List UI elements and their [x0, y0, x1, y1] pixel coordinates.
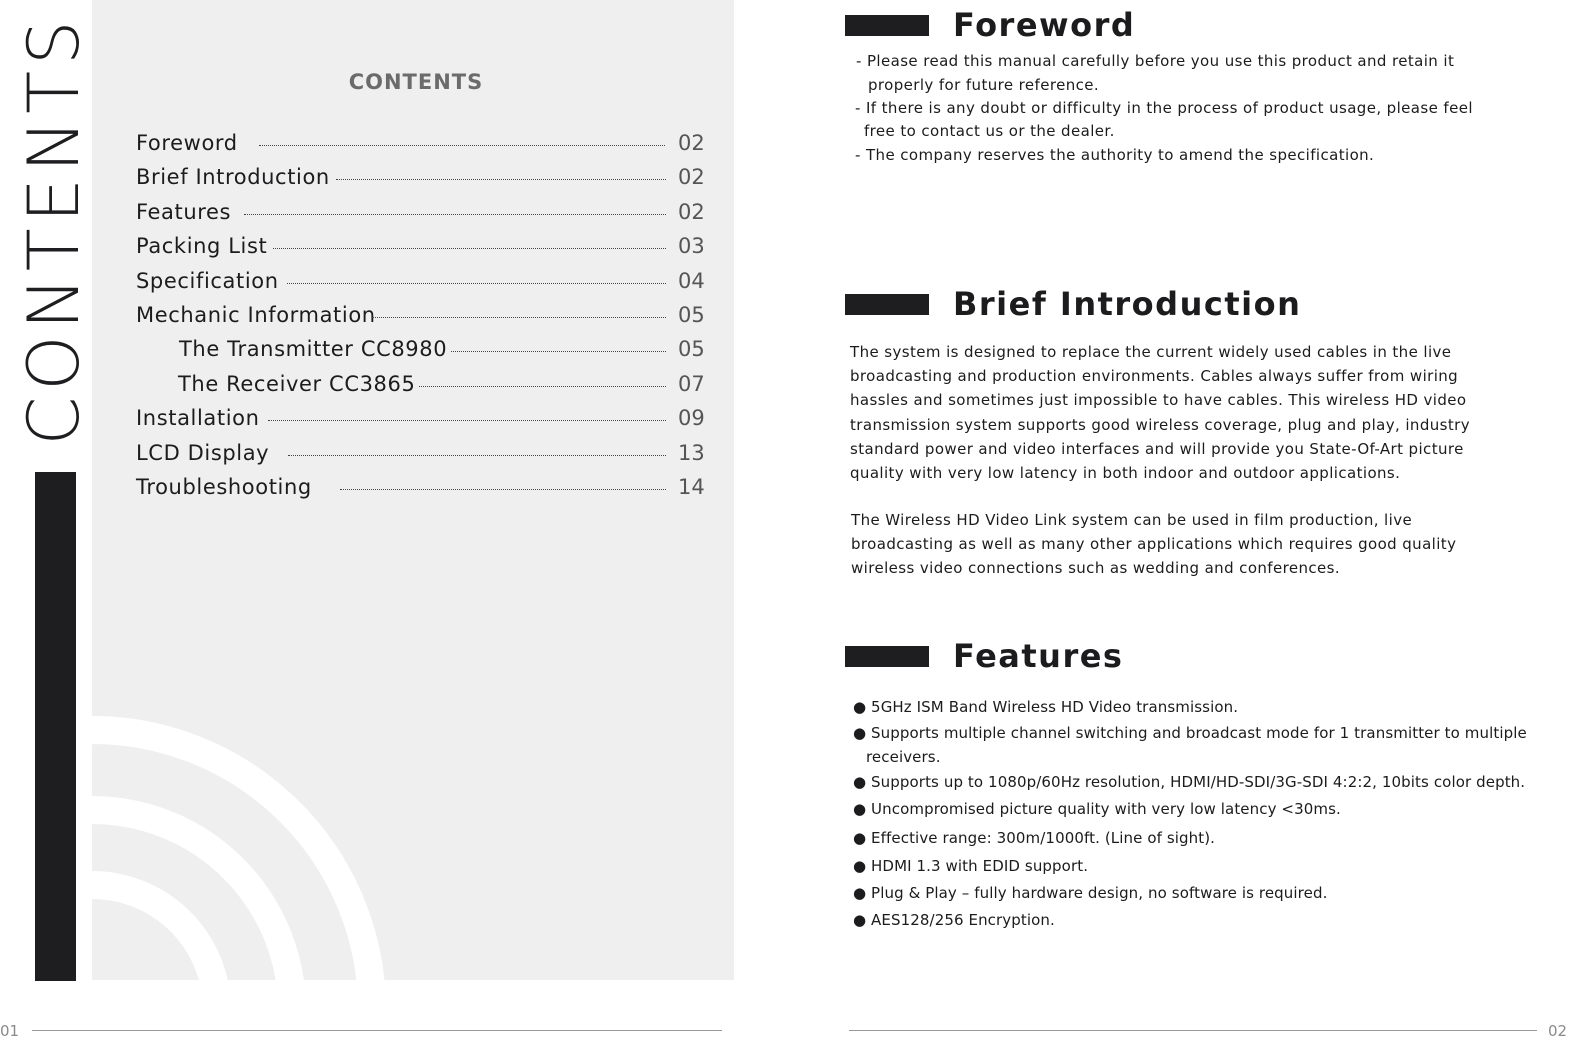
intro-line: transmission system supports good wireless coverage, plug and play, industry [850, 416, 1471, 434]
toc-label: The Receiver CC3865 [178, 372, 416, 396]
section-marker-features [845, 646, 929, 667]
toc-label: Features [136, 200, 232, 224]
toc-leader [372, 317, 666, 318]
page-number-left: 01 [0, 1022, 20, 1040]
section-marker-brief-introduction [845, 294, 929, 315]
foreword-line: free to contact us or the dealer. [864, 122, 1115, 140]
feature-item: ● 5GHz ISM Band Wireless HD Video transmission. [853, 698, 1239, 716]
toc-item-foreword[interactable] [0, 128, 720, 162]
footer-rule-left [32, 1030, 722, 1031]
feature-item: ● AES128/256 Encryption. [853, 911, 1055, 929]
foreword-line: properly for future reference. [868, 76, 1100, 94]
table-of-contents [0, 0, 740, 520]
toc-item-features[interactable] [0, 197, 720, 231]
footer-rule-right [849, 1030, 1537, 1031]
toc-page-number: 03 [678, 234, 705, 258]
feature-item: ● Effective range: 300m/1000ft. (Line of sight). [853, 829, 1216, 847]
intro-line: The system is designed to replace the current widely used cables in the live [850, 343, 1452, 361]
page-number-right: 02 [1548, 1022, 1568, 1040]
toc-label: Mechanic Information [136, 303, 376, 327]
toc-label: Brief Introduction [136, 165, 330, 189]
toc-page-number: 04 [678, 269, 705, 293]
toc-item-installation[interactable] [0, 403, 720, 437]
toc-item-troubleshooting[interactable] [0, 472, 720, 506]
contents-heading: CONTENTS [348, 70, 484, 94]
toc-leader [244, 214, 666, 215]
toc-leader [451, 351, 666, 352]
toc-label: Specification [136, 269, 279, 293]
toc-item-packing-list[interactable] [0, 231, 720, 265]
toc-item-brief-introduction[interactable] [0, 162, 720, 196]
toc-label: Foreword [136, 131, 238, 155]
toc-page-number: 02 [678, 165, 705, 189]
section-title-features: Features [953, 637, 1124, 675]
toc-item-receiver[interactable] [0, 369, 720, 403]
intro-line: standard power and video interfaces and will provide you State-Of-Art picture [850, 440, 1464, 458]
toc-label: The Transmitter CC8980 [179, 337, 448, 361]
arc-inner [92, 885, 217, 980]
intro-line: wireless video connections such as wedding and conferences. [851, 559, 1341, 577]
toc-page-number: 14 [678, 475, 705, 499]
toc-leader [336, 179, 666, 180]
toc-label: Troubleshooting [136, 475, 312, 499]
section-title-brief-introduction: Brief Introduction [953, 285, 1302, 323]
toc-label: LCD Display [136, 441, 270, 465]
foreword-line: - The company reserves the authority to amend the specification. [855, 146, 1375, 164]
toc-leader [268, 420, 666, 421]
feature-item: ● Uncompromised picture quality with very low latency <30ms. [853, 800, 1341, 818]
toc-leader [340, 489, 666, 490]
toc-page-number: 02 [678, 131, 705, 155]
feature-item: ● Plug & Play – fully hardware design, no software is required. [853, 884, 1328, 902]
section-title-foreword: Foreword [953, 6, 1136, 44]
intro-line: broadcasting and production environments. Cables always suffer from wiring [850, 367, 1459, 385]
toc-page-number: 07 [678, 372, 705, 396]
toc-leader [287, 283, 666, 284]
toc-page-number: 02 [678, 200, 705, 224]
toc-item-mechanic-information[interactable] [0, 300, 720, 334]
section-marker-foreword [845, 15, 929, 36]
foreword-line: - Please read this manual carefully before you use this product and retain it [856, 52, 1455, 70]
intro-line: The Wireless HD Video Link system can be used in film production, live [851, 511, 1413, 529]
toc-leader [259, 145, 665, 146]
toc-leader [419, 386, 666, 387]
toc-page-number: 05 [678, 303, 705, 327]
toc-page-number: 13 [678, 441, 705, 465]
intro-line: hassles and sometimes just impossible to have cables. This wireless HD video [850, 391, 1467, 409]
toc-page-number: 05 [678, 337, 705, 361]
feature-item: ● HDMI 1.3 with EDID support. [853, 857, 1089, 875]
intro-line: broadcasting as well as many other applications which requires good quality [851, 535, 1457, 553]
toc-item-lcd-display[interactable] [0, 438, 720, 472]
toc-leader [273, 248, 666, 249]
vertical-title-text: CONTENTS [13, 14, 95, 446]
feature-item: ● Supports multiple channel switching and broadcast mode for 1 transmitter to multiple [853, 724, 1527, 742]
toc-leader [288, 455, 666, 456]
toc-label: Installation [136, 406, 260, 430]
foreword-line: - If there is any doubt or difficulty in the process of product usage, please feel [855, 99, 1473, 117]
vertical-black-bar [35, 472, 76, 981]
toc-item-specification[interactable] [0, 266, 720, 300]
toc-item-transmitter[interactable] [0, 334, 720, 368]
feature-item-continuation: receivers. [866, 748, 941, 766]
feature-item: ● Supports up to 1080p/60Hz resolution, HDMI/HD-SDI/3G-SDI 4:2:2, 10bits color depth. [853, 773, 1526, 791]
toc-label: Packing List [136, 234, 268, 258]
intro-line: quality with very low latency in both indoor and outdoor applications. [850, 464, 1401, 482]
toc-page-number: 09 [678, 406, 705, 430]
